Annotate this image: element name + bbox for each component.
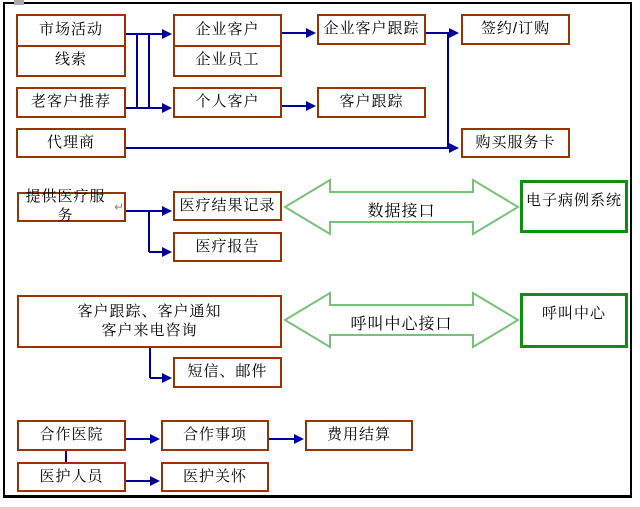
node-emr-system: 电子病例系统 [520,180,628,233]
node-customer-tracking: 客户跟踪 [317,87,426,118]
node-old-customer-referral: 老客户推荐 [16,87,126,118]
node-partner-hospital: 合作医院 [17,420,126,451]
node-enterprise-group [173,14,282,77]
node-enterprise-customer: 企业客户 [195,20,260,38]
node-medical-care: 医护关怀 [161,462,269,492]
call-center-interface-label: 呼叫中心接口 [350,316,453,333]
node-cooperation-matters: 合作事项 [161,420,269,451]
node-market-activity: 市场活动 [38,20,103,38]
node-enterprise-employee: 企业员工 [175,45,280,76]
customer-contact-line1: 客户跟踪、客户通知 [77,302,222,320]
customer-contact-line2: 客户来电咨询 [101,321,198,339]
node-medical-report: 医疗报告 [173,232,282,262]
node-personal-customer: 个人客户 [173,87,282,118]
node-market-activity-leads [16,14,126,77]
node-call-center: 呼叫中心 [520,293,628,348]
node-customer-contact [17,295,282,348]
provide-medical-service-label: 提供医疗服务 [25,188,106,224]
node-agent: 代理商 [16,128,126,158]
node-enterprise-customer-tracking: 企业客户跟踪 [317,14,426,45]
scan-artifact [14,0,24,5]
node-medical-staff: 医护人员 [17,462,126,492]
node-provide-medical-service [17,188,126,224]
node-buy-service-card: 购买服务卡 [461,128,570,158]
node-sms-email: 短信、邮件 [173,357,282,388]
node-fee-settlement: 费用结算 [305,420,413,451]
line-break-mark: ↵ [113,199,124,214]
node-leads: 线索 [18,45,124,76]
node-medical-result-record: 医疗结果记录 [173,191,282,221]
node-sign-order: 签约/订购 [461,14,570,45]
data-interface-label: 数据接口 [367,203,436,220]
